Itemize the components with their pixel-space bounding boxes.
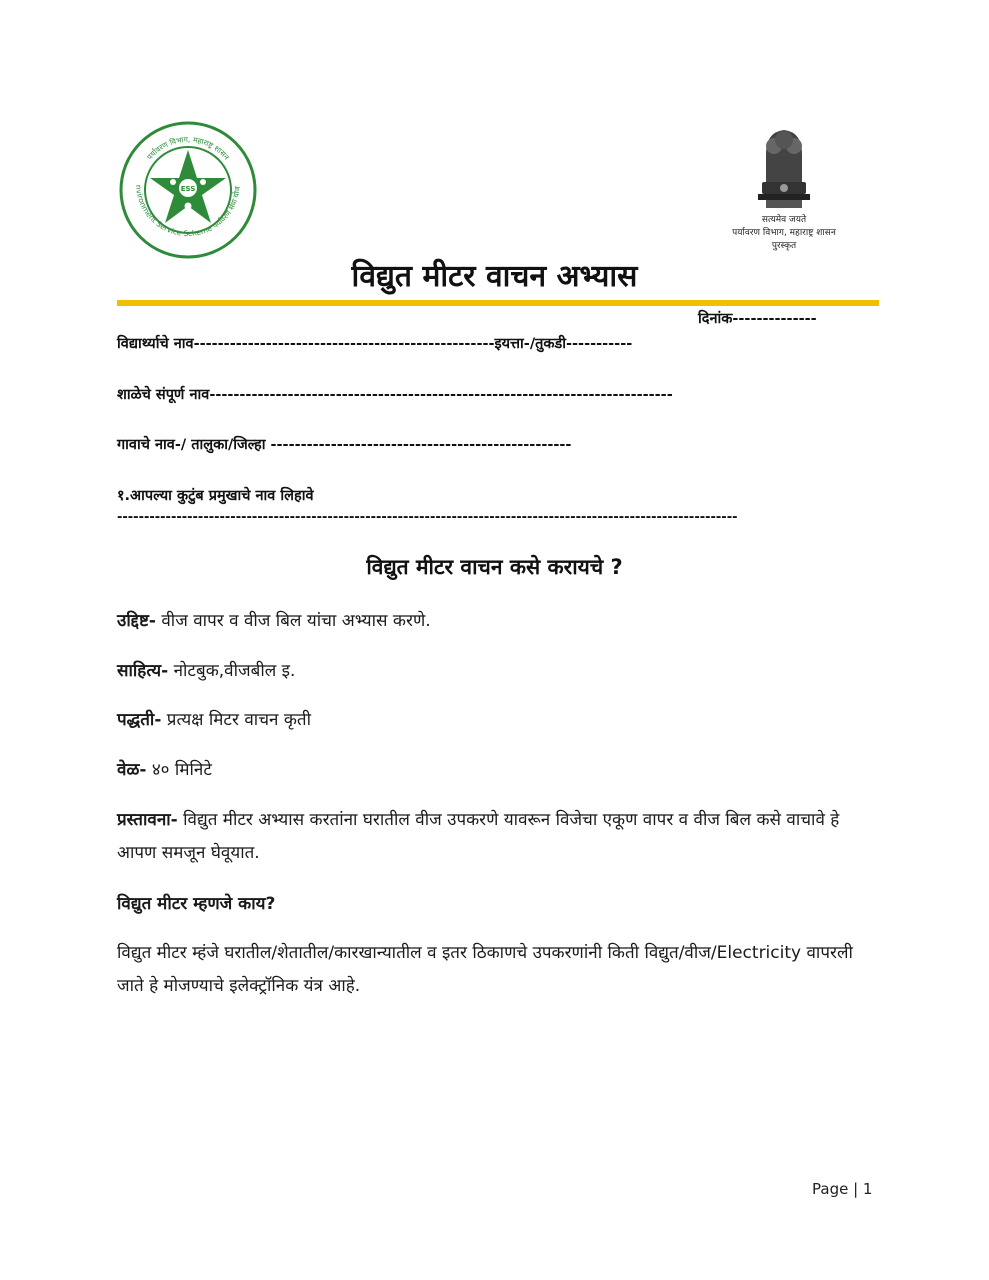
school-name-field: शाळेचे संपूर्ण नाव-----------------------------------------------------------------------------	[117, 387, 673, 403]
ess-logo-top-text: पर्यावरण विभाग, महाराष्ट्र शासन	[144, 134, 232, 162]
section-title: विद्युत मीटर वाचन कसे करायचे ?	[366, 555, 623, 579]
time-row	[117, 754, 877, 787]
emblem-department: पर्यावरण विभाग, महाराष्ट्र शासन	[732, 228, 836, 238]
objective-label: उद्दिष्ट-	[117, 611, 156, 631]
method-label: पद्धती-	[117, 710, 162, 730]
national-emblem-icon	[752, 124, 816, 214]
title-divider	[117, 300, 879, 306]
time-label: वेळ-	[117, 760, 147, 780]
page-number: Page | 1	[812, 1180, 873, 1198]
objective-row	[117, 605, 877, 638]
time-text: ४० मिनिटे	[146, 760, 212, 780]
ess-logo-icon	[118, 120, 258, 260]
emblem-sponsor: पुरस्कृत	[771, 241, 797, 251]
method-row	[117, 704, 877, 737]
emblem-motto: सत्यमेव जयते	[761, 215, 807, 225]
materials-row	[117, 655, 877, 688]
question-1: १.आपल्या कुटुंब प्रमुखाचे नाव लिहावे	[117, 488, 314, 504]
intro-label: प्रस्तावना-	[117, 810, 178, 830]
document-title: विद्युत मीटर वाचन अभ्यास	[351, 259, 638, 294]
method-text: प्रत्यक्ष मिटर वाचन कृती	[161, 710, 311, 730]
intro-paragraph	[117, 804, 877, 870]
materials-label: साहित्य-	[117, 661, 169, 681]
date-field: दिनांक--------------	[698, 311, 817, 327]
national-emblem-block	[722, 124, 846, 253]
what-is-meter-heading: विद्युत मीटर म्हणजे काय?	[117, 894, 276, 914]
ess-logo-bottom-text: nvironment Service Scheme पर्यावरण सेवा योज	[133, 184, 243, 239]
ess-logo-center-text: ESS	[180, 185, 196, 193]
materials-text: नोटबुक,वीजबील इ.	[168, 661, 296, 681]
intro-text: विद्युत मीटर अभ्यास करतांना घरातील वीज उपकरणे यावरून विजेचा एकूण वापर व वीज बिल कसे वाचावे हे आपण समजून घेवूयात.	[117, 810, 840, 863]
question-1-answer-line: -------------------------------------------------------------------------------------------------------------------	[117, 510, 738, 525]
objective-text: वीज वापर व वीज बिल यांचा अभ्यास करणे.	[155, 611, 431, 631]
what-is-meter-text: विद्युत मीटर म्हंजे घरातील/शेतातील/कारखान्यातील व इतर ठिकाणचे उपकरणांनी किती विद्युत/वीज/Electricity वापरली जाते हे मोजण्याचे इलेक्ट्रॉनिक यंत्र आहे.	[117, 943, 853, 996]
village-field: गावाचे नाव-/ तालुका/जिल्हा --------------------------------------------------	[117, 437, 572, 453]
ess-logo	[118, 120, 258, 260]
student-name-field: विद्यार्थ्याचे नाव--------------------------------------------------इयत्ता-/तुकडी-----------	[117, 336, 633, 352]
